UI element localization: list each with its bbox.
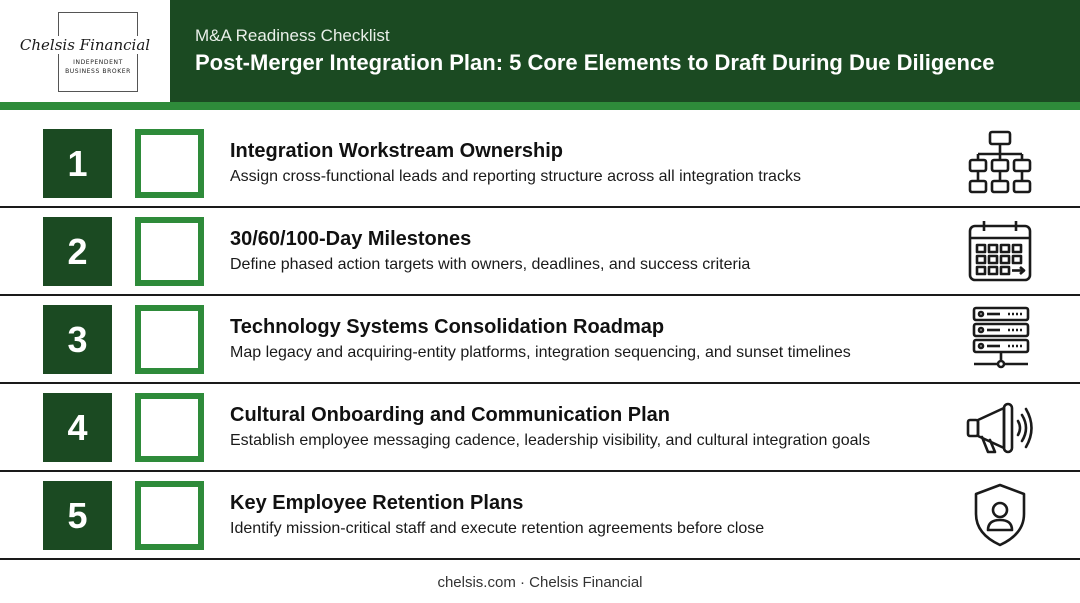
header-eyebrow: M&A Readiness Checklist	[195, 26, 390, 45]
shield-user-icon	[964, 482, 1036, 548]
item-number: 3	[43, 305, 112, 374]
checklist-item	[0, 118, 1080, 206]
org-chart-icon	[964, 130, 1036, 196]
item-description: Identify mission-critical staff and execute retention agreements before close	[230, 520, 765, 537]
logo	[0, 0, 170, 102]
item-checkbox[interactable]	[135, 217, 204, 286]
item-number: 4	[43, 393, 112, 462]
item-title: Cultural Onboarding and Communication Plan	[230, 404, 671, 426]
item-description: Establish employee messaging cadence, leadership visibility, and cultural integration goals	[230, 432, 871, 449]
item-description: Map legacy and acquiring-entity platforms, integration sequencing, and sunset timelines	[230, 344, 851, 361]
item-checkbox[interactable]	[135, 481, 204, 550]
item-checkbox[interactable]	[135, 129, 204, 198]
logo-name: Chelsis Financial	[0, 36, 170, 54]
item-title: 30/60/100-Day Milestones	[230, 228, 472, 250]
row-divider	[0, 558, 1080, 560]
checklist-item	[0, 470, 1080, 558]
item-description: Define phased action targets with owners, deadlines, and success criteria	[230, 256, 751, 273]
checklist-item	[0, 294, 1080, 382]
item-number: 1	[43, 129, 112, 198]
item-checkbox[interactable]	[135, 305, 204, 374]
item-checkbox[interactable]	[135, 393, 204, 462]
header-accent-bar	[0, 102, 1080, 110]
item-number: 5	[43, 481, 112, 550]
item-description: Assign cross-functional leads and reporting structure across all integration tracks	[230, 168, 801, 185]
item-number: 2	[43, 217, 112, 286]
logo-tagline: INDEPENDENT BUSINESS BROKER	[65, 59, 131, 75]
item-title: Technology Systems Consolidation Roadmap	[230, 316, 665, 338]
footer-text: chelsis.com · Chelsis Financial	[437, 574, 643, 591]
server-rack-icon	[964, 306, 1036, 372]
checklist-item	[0, 206, 1080, 294]
item-title: Key Employee Retention Plans	[230, 492, 524, 514]
megaphone-icon	[964, 394, 1036, 460]
checklist-item	[0, 382, 1080, 470]
page-title: Post-Merger Integration Plan: 5 Core Elements to Draft During Due Diligence	[195, 50, 995, 75]
calendar-icon	[964, 218, 1036, 284]
item-title: Integration Workstream Ownership	[230, 140, 564, 162]
